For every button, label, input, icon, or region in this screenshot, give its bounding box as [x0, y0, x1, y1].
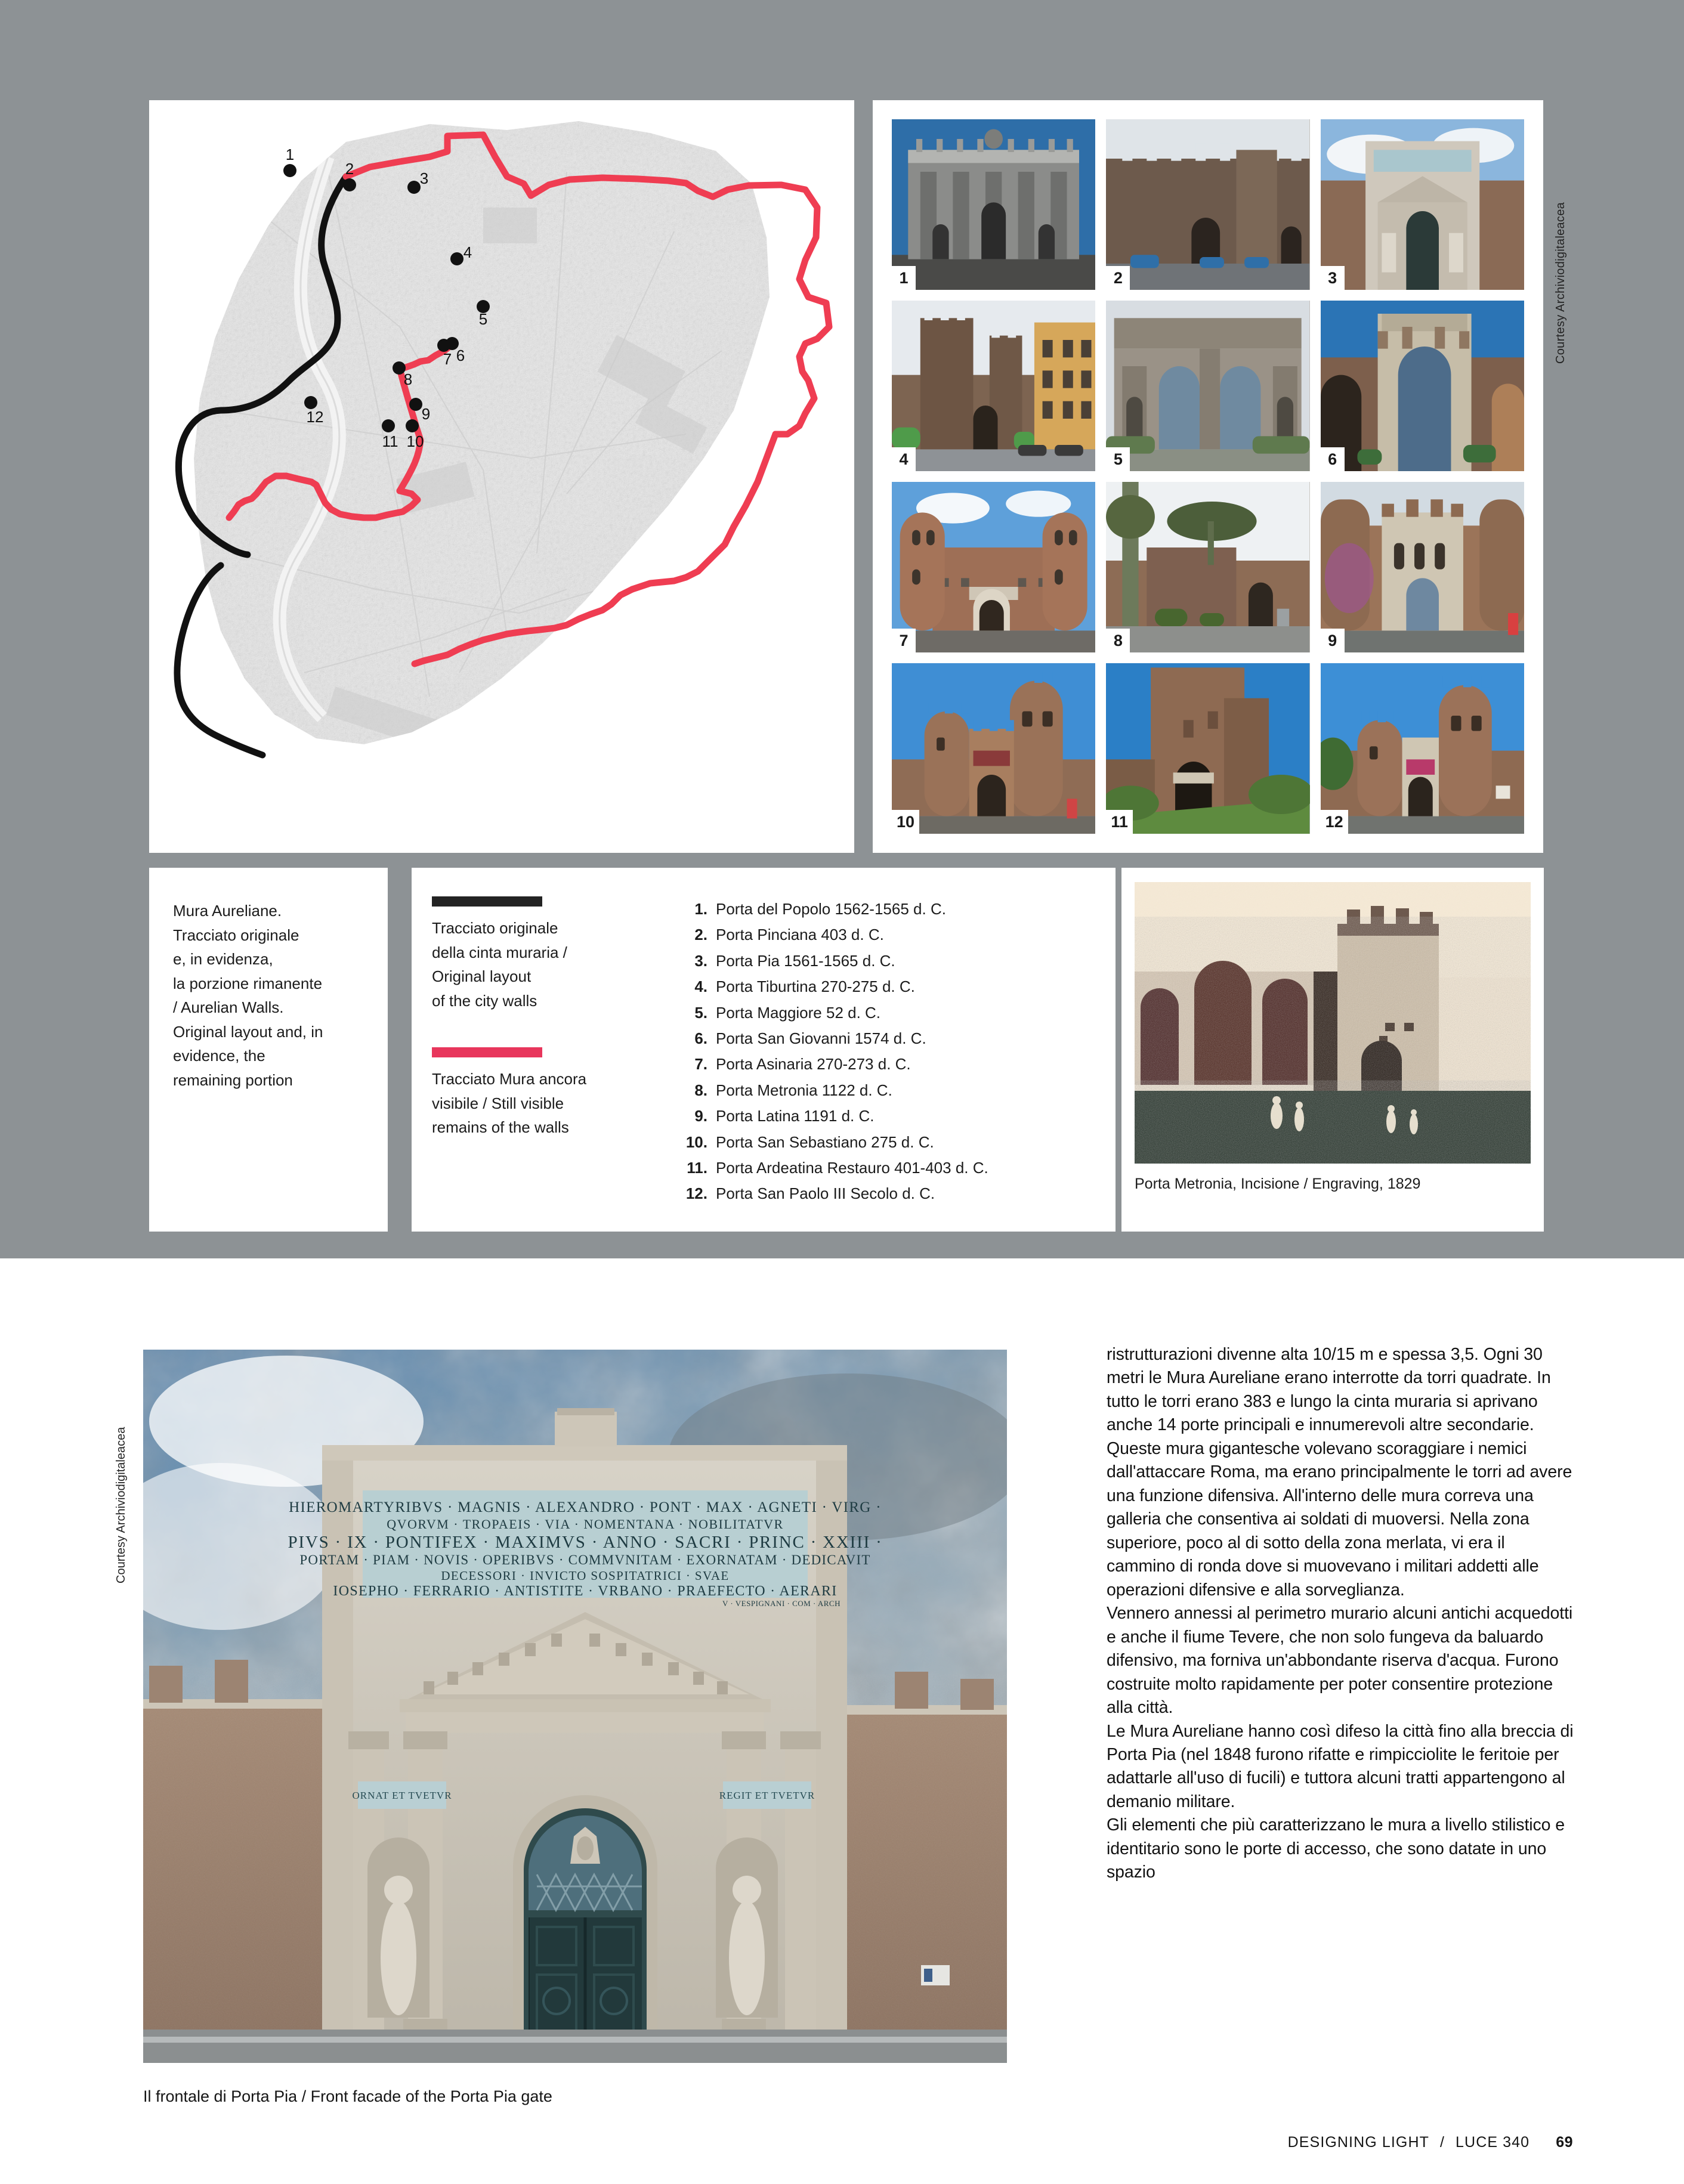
svg-text:7: 7	[443, 350, 452, 368]
svg-text:5: 5	[478, 310, 488, 328]
gate-name: Porta Asinaria 270-273 d. C.	[716, 1055, 911, 1074]
engraving-panel	[1121, 868, 1544, 1232]
photo-badge: 8	[1106, 629, 1130, 652]
photo-badge: 11	[1106, 810, 1133, 834]
photo-badge: 2	[1106, 266, 1130, 290]
gate-name: Porta Pia 1561-1565 d. C.	[716, 951, 895, 970]
photo-badge: 3	[1321, 266, 1345, 290]
gate-number: 9.	[694, 1107, 707, 1125]
photo-badge: 4	[892, 447, 916, 471]
gate-number: 11.	[687, 1159, 707, 1177]
gate-name: Porta Metronia 1122 d. C.	[716, 1081, 892, 1099]
svg-text:8: 8	[403, 370, 413, 388]
porta-ardeatina-art	[1106, 663, 1309, 834]
gate-photo-panel	[873, 100, 1543, 853]
article-body	[1107, 1343, 1578, 1885]
photo-badge: 7	[892, 629, 916, 652]
gate-photo-2[interactable]	[1106, 119, 1309, 290]
porta-pia-art	[1321, 119, 1524, 290]
svg-text:IOSEPHO · FERRARIO · ANTISTITE: IOSEPHO · FERRARIO · ANTISTITE · VRBANO · PRAEFECTO · AERARI	[333, 1583, 838, 1599]
gate-name: Porta San Sebastiano 275 d. C.	[716, 1133, 934, 1151]
footer-page-number: 69	[1556, 2134, 1573, 2151]
gate-name: Porta Ardeatina Restauro 401-403 d. C.	[716, 1159, 988, 1177]
svg-text:PIVS · IX · PONTIFEX · MAXIMVS: PIVS · IX · PONTIFEX · MAXIMVS · ANNO · SACRI · PRINC · XXIII ·	[288, 1533, 883, 1552]
list-item	[680, 1103, 1116, 1129]
svg-text:V · VESPIGNANI · COM · ARCH: V · VESPIGNANI · COM · ARCH	[722, 1599, 841, 1608]
svg-text:10: 10	[406, 432, 424, 450]
svg-text:12: 12	[306, 408, 324, 426]
gate-photo-grid	[892, 119, 1524, 834]
page-footer	[0, 2134, 1684, 2151]
photo-badge: 9	[1321, 629, 1345, 652]
gate-photo-10[interactable]	[892, 663, 1095, 834]
svg-text:ORNAT ET TVETVR: ORNAT ET TVETVR	[352, 1790, 452, 1801]
list-item	[680, 1155, 1116, 1181]
gate-number: 12.	[685, 1184, 707, 1203]
porta-metronia-art	[1106, 482, 1309, 652]
gate-photo-4[interactable]	[892, 301, 1095, 471]
rome-walls-map	[149, 100, 854, 853]
gate-number: 7.	[694, 1055, 707, 1074]
gate-name: Porta San Paolo III Secolo d. C.	[716, 1184, 935, 1203]
list-item	[680, 1181, 1116, 1207]
legend-label-visible: Tracciato Mura ancora visibile / Still visible remains of the walls	[432, 1070, 587, 1137]
photo-badge: 10	[892, 810, 919, 834]
list-item	[680, 974, 1116, 1000]
gate-photo-12[interactable]	[1321, 663, 1524, 834]
map-panel	[149, 100, 854, 853]
photo-badge: 12	[1321, 810, 1348, 834]
porta-del-popolo-art	[892, 119, 1095, 290]
gate-photo-9[interactable]	[1321, 482, 1524, 652]
gate-name: Porta Latina 1191 d. C.	[716, 1107, 875, 1125]
photo-badge: 6	[1321, 447, 1345, 471]
list-item	[680, 1130, 1116, 1155]
list-item	[680, 948, 1116, 974]
footer-magazine: LUCE 340	[1456, 2134, 1530, 2151]
legend-label-original: Tracciato originale della cinta muraria / Original layout of the city walls	[432, 919, 567, 1010]
credit-top-right: Courtesy Archiviodigitaleacea	[1554, 202, 1567, 364]
list-item	[680, 1078, 1116, 1103]
porta-san-giovanni-art	[1321, 301, 1524, 471]
gate-name: Porta Pinciana 403 d. C.	[716, 926, 884, 944]
porta-pinciana-art	[1106, 119, 1309, 290]
svg-text:PORTAM · PIAM · NOVIS · OPERIB: PORTAM · PIAM · NOVIS · OPERIBVS · COMMVNITAM · EXORNATAM · DEDICAVIT	[299, 1552, 871, 1567]
gate-number: 5.	[694, 1003, 707, 1022]
svg-text:6: 6	[456, 347, 465, 364]
svg-text:4: 4	[463, 243, 472, 261]
list-item	[680, 1026, 1116, 1051]
porta-latina-art	[1321, 482, 1524, 652]
map-caption-text: Mura Aureliane. Tracciato originale e, in evidenza, la porzione rimanente / Aurelian Walls. Original layout and, in evidence, the remaining portion	[173, 902, 323, 1089]
gate-name: Porta Maggiore 52 d. C.	[716, 1003, 881, 1022]
gate-number: 4.	[694, 977, 707, 996]
gate-photo-3[interactable]	[1321, 119, 1524, 290]
photo-badge: 1	[892, 266, 916, 290]
gate-number: 6.	[694, 1029, 707, 1048]
gate-photo-11[interactable]	[1106, 663, 1309, 834]
gate-list	[680, 868, 1116, 1232]
porta-tiburtina-art	[892, 301, 1095, 471]
legend-column	[412, 868, 680, 1232]
svg-text:11: 11	[382, 432, 398, 450]
gate-number: 8.	[694, 1081, 707, 1099]
porta-pia-caption: Il frontale di Porta Pia / Front facade of the Porta Pia gate	[143, 2087, 552, 2105]
gate-number: 3.	[694, 951, 707, 970]
footer-section: DESIGNING LIGHT	[1287, 2134, 1429, 2151]
map-caption-box	[149, 868, 388, 1232]
gate-photo-8[interactable]	[1106, 482, 1309, 652]
svg-text:2: 2	[345, 160, 354, 178]
body-paragraph-4: Gli elementi che più caratterizzano le mura a livello stilistico e identitario sono le porte di accesso, che sono datate in uno spazio	[1107, 1815, 1565, 1882]
svg-text:DECESSORI · INVICTO SOS: DECESSORI · INVICTO SOSPITATRICI · SVAE	[441, 1569, 730, 1583]
gate-photo-5[interactable]	[1106, 301, 1309, 471]
list-item	[680, 1051, 1116, 1077]
porta-san-sebastiano-art	[892, 663, 1095, 834]
gate-number: 10.	[685, 1133, 707, 1151]
gate-number: 1.	[694, 900, 707, 918]
gate-name: Porta San Giovanni 1574 d. C.	[716, 1029, 926, 1048]
porta-asinaria-art	[892, 482, 1095, 652]
footer-separator: /	[1439, 2134, 1445, 2151]
porta-pia-photo[interactable]	[143, 1350, 1007, 2063]
porta-metronia-engraving	[1135, 882, 1531, 1164]
gate-photo-1[interactable]	[892, 119, 1095, 290]
porta-san-paolo-art	[1321, 663, 1524, 834]
legend-swatch-visible	[432, 1047, 542, 1057]
gate-name: Porta del Popolo 1562-1565 d. C.	[716, 900, 946, 918]
photo-badge: 5	[1106, 447, 1130, 471]
svg-text:HIEROMARTYRIBVS · MAGNIS · ALE: HIEROMARTYRIBVS · MAGNIS · ALEXANDRO · PONT · MAX · AGNETI · VIRG ·	[289, 1499, 882, 1515]
legend-swatch-original	[432, 896, 542, 907]
body-paragraph-2: Vennero annessi al perimetro murario alcuni antichi acquedotti e anche il fiume Tevere, che non solo fungeva da baluardo difensivo, ma forniva un'abbondante riserva d'acqua. Furono costruite molto rapidamente per poter consentire protezione alla città.	[1107, 1604, 1573, 1718]
credit-bottom-left: Courtesy Archiviodigitaleacea	[115, 1427, 128, 1583]
legend-and-list-panel	[412, 868, 1116, 1232]
svg-text:QVORVM · TROPAEIS · VIA · NOME: QVORVM · TROPAEIS · VIA · NOMENTANA · NOBILITATVR	[387, 1517, 784, 1532]
body-paragraph-1: ristrutturazioni divenne alta 10/15 m e spessa 3,5. Ogni 30 metri le Mura Aureliane erano interrotte da torri quadrate. In tutto le torri erano 383 e lungo la cinta muraria si aprivano anche 14 porte principali e innumerevoli altre secondarie. Queste mura gigantesche volevano scoraggiare i nemici dall'attaccare Roma, ma erano principalmente le torri ad avere una funzione difensiva. All'interno delle mura correva una galleria che consentiva ai soldati di muoversi. Nella zona superiore, poco al di sotto della zona merlata, vi era il cammino di ronda dove si muovevano i militari addetti alle operazioni difensive e alla sorveglianza.	[1107, 1345, 1572, 1600]
svg-text:1: 1	[285, 146, 295, 163]
gate-name: Porta Tiburtina 270-275 d. C.	[716, 977, 915, 996]
svg-text:REGIT ET TVETVR: REGIT ET TVETVR	[719, 1790, 815, 1801]
engraving-caption: Porta Metronia, Incisione / Engraving, 1829	[1135, 1175, 1421, 1192]
svg-text:9: 9	[421, 405, 431, 423]
engraving-art-svg	[1135, 882, 1531, 1164]
porta-pia-facade-art	[143, 1350, 1007, 2063]
porta-maggiore-art	[1106, 301, 1309, 471]
list-item	[680, 922, 1116, 948]
list-item	[680, 1000, 1116, 1026]
body-paragraph-3: Le Mura Aureliane hanno così difeso la città fino alla breccia di Porta Pia (nel 1848 furono rifatte e rimpicciolite le feritoie per adattarle all'uso di fucili) e tuttora alcuni tratti appartengono al demanio militare.	[1107, 1721, 1574, 1811]
gate-number: 2.	[694, 926, 707, 944]
gate-photo-6[interactable]	[1321, 301, 1524, 471]
gate-photo-7[interactable]	[892, 482, 1095, 652]
svg-text:3: 3	[419, 169, 429, 187]
list-item	[680, 896, 1116, 922]
